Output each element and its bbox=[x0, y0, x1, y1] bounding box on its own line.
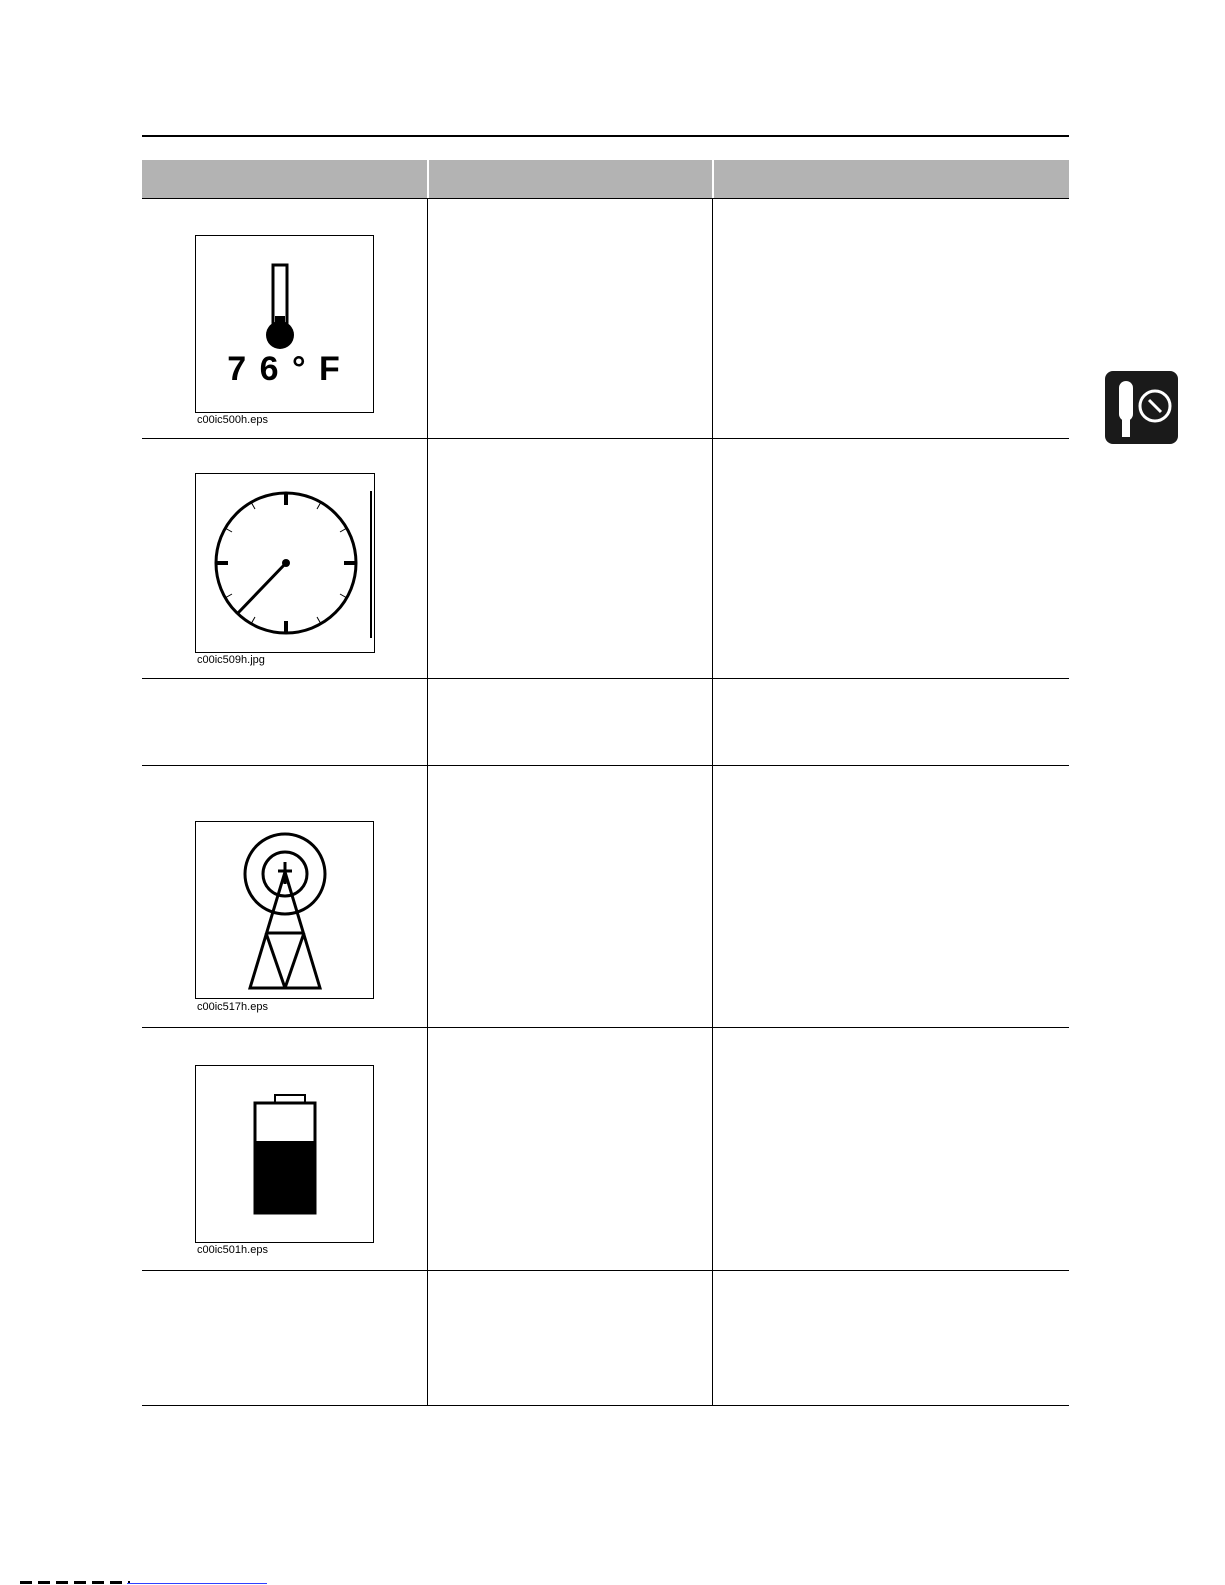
battery-charge-level bbox=[255, 1141, 315, 1213]
row-divider bbox=[142, 765, 1069, 766]
header-separator bbox=[712, 160, 714, 198]
section-tab bbox=[1105, 371, 1178, 444]
header-separator bbox=[427, 160, 429, 198]
header-bottom-rule bbox=[142, 198, 1069, 199]
figure-frame bbox=[195, 821, 374, 999]
row-divider bbox=[142, 678, 1069, 679]
column-divider bbox=[427, 199, 428, 1405]
figure-caption: c00ic501h.eps bbox=[197, 1244, 268, 1256]
footer-link-underline bbox=[127, 1583, 267, 1584]
figure-caption: c00ic517h.eps bbox=[197, 1001, 268, 1013]
clock-dial-icon bbox=[196, 474, 374, 652]
temperature-reading: 7 6 ° F bbox=[227, 350, 342, 388]
top-rule bbox=[142, 135, 1069, 137]
table-bottom-rule bbox=[142, 1405, 1069, 1406]
figure-frame bbox=[195, 1065, 374, 1243]
column-divider bbox=[712, 199, 713, 1405]
figure-frame bbox=[195, 235, 374, 413]
battery-icon bbox=[196, 1066, 373, 1242]
figure-caption: c00ic509h.jpg bbox=[197, 654, 265, 666]
footer-marks bbox=[20, 1581, 130, 1584]
row-divider bbox=[142, 438, 1069, 439]
row-divider bbox=[142, 1027, 1069, 1028]
figure-caption: c00ic500h.eps bbox=[197, 414, 268, 426]
figure-frame bbox=[195, 473, 375, 653]
table-header bbox=[142, 160, 1069, 198]
row-divider bbox=[142, 1270, 1069, 1271]
radio-tower-icon bbox=[196, 822, 373, 998]
gauge-lever-icon bbox=[1105, 371, 1178, 444]
